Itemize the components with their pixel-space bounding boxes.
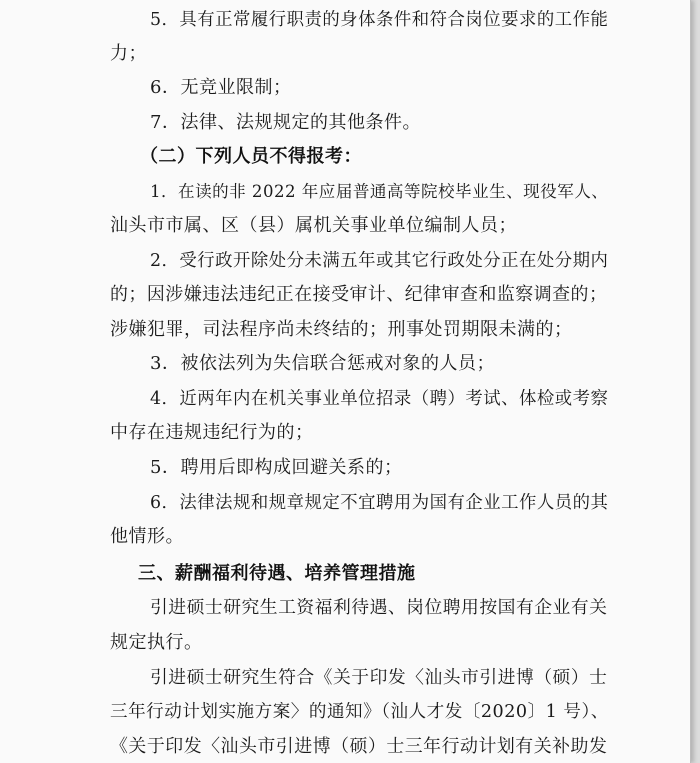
text-line-14: 5．聘用后即构成回避关系的； xyxy=(150,457,403,478)
text-line-3: 6．无竞业限制； xyxy=(150,77,292,98)
text-line-21: 三年行动计划实施方案〉的通知》（汕人才发〔2020〕1 号）、 xyxy=(110,702,609,722)
text-line-19: 规定执行。 xyxy=(110,632,203,653)
text-line-7: 汕头市市属、区（县）属机关事业单位编制人员； xyxy=(110,215,517,236)
text-line-15: 6．法律法规和规章规定不宜聘用为国有企业工作人员的其 xyxy=(150,493,609,513)
text-line-16: 他情形。 xyxy=(110,526,184,547)
section-heading-3: 三、薪酬福利待遇、培养管理措施 xyxy=(138,563,416,584)
text-line-6: 1．在读的非 2022 年应届普通高等院校毕业生、现役军人、 xyxy=(150,182,609,201)
text-line-11: 3．被依法列为失信联合惩戒对象的人员； xyxy=(150,353,495,374)
text-line-13: 中存在违规违纪行为的； xyxy=(110,422,314,443)
text-line-2: 力； xyxy=(110,43,147,64)
text-line-1: 5．具有正常履行职责的身体条件和符合岗位要求的工作能 xyxy=(150,10,609,30)
text-line-8: 2．受行政开除处分未满五年或其它行政处分正在处分期内 xyxy=(150,251,609,271)
text-line-10: 涉嫌犯罪，司法程序尚未终结的；刑事处罚期限未满的； xyxy=(110,319,573,340)
text-line-9: 的；因涉嫌违法违纪正在接受审计、纪律审查和监察调查的； xyxy=(110,284,608,305)
text-line-12: 4．近两年内在机关事业单位招录（聘）考试、体检或考察 xyxy=(150,389,609,409)
text-line-20: 引进硕士研究生符合《关于印发〈汕头市引进博（硕）士 xyxy=(150,667,608,688)
section-heading-2: （二）下列人员不得报考： xyxy=(140,146,362,167)
text-line-22: 《关于印发〈汕头市引进博（硕）士三年行动计划有关补助发 xyxy=(110,736,608,757)
text-line-18: 引进硕士研究生工资福利待遇、岗位聘用按国有企业有关 xyxy=(150,597,608,618)
text-line-4: 7．法律、法规规定的其他条件。 xyxy=(150,112,421,133)
